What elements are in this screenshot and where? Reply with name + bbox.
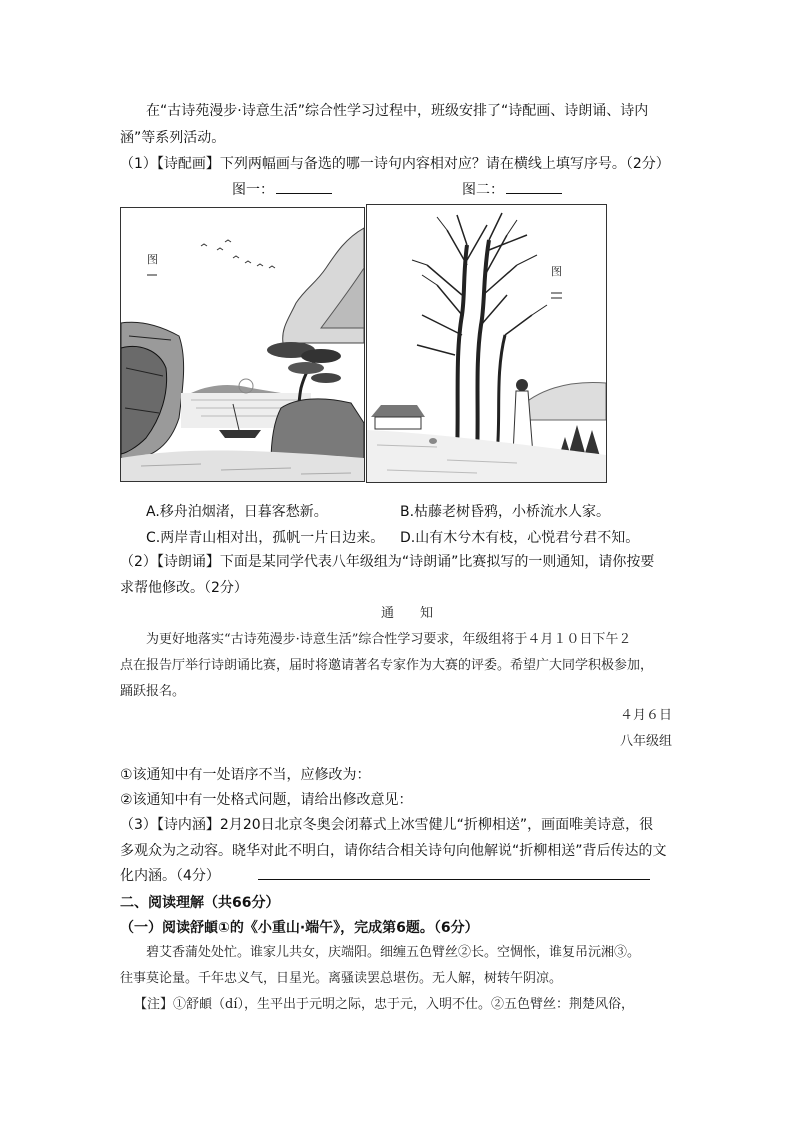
- question-2-sub-2: ②该通知中有一处格式问题，请给出修改意见：: [120, 792, 413, 808]
- notice-body-1: 为更好地落实“古诗苑漫步·诗意生活”综合性学习要求，年级组将于４月１０日下午２: [146, 632, 632, 647]
- notice-title: 通 知: [381, 606, 434, 621]
- poem-note: 【注】①舒頔（dí），生平出于元明之际，忠于元，入明不仕。②五色臂丝：荆楚风俗，: [134, 997, 634, 1012]
- section-2-subtitle: （一）阅读舒頔①的《小重山·端午》，完成第6题。（6分）: [120, 920, 479, 936]
- question-3-line-1: （3）【诗内涵】2月20日北京冬奥会闭幕式上冰雪健儿“折柳相送”，画面唯美诗意，很: [120, 817, 654, 833]
- section-2-title: 二、阅读理解（共66分）: [120, 895, 280, 911]
- option-a: A.移舟泊烟渚，日暮客愁新。: [146, 504, 328, 520]
- option-c: C.两岸青山相对出，孤帆一片日边来。: [146, 530, 385, 546]
- question-2-line-1: （2）【诗朗诵】下面是某同学代表八年级组为“诗朗诵”比赛拟写的一则通知，请你按要: [120, 554, 655, 570]
- notice-signer: 八年级组: [620, 734, 673, 749]
- notice-body-2: 点在报告厅举行诗朗诵比赛，届时将邀请著名专家作为大赛的评委。希望广大同学积极参加，: [120, 658, 654, 673]
- fig2-label: 图二：: [462, 182, 504, 198]
- landscape-painting-2: [366, 204, 607, 483]
- question-2-sub-1: ①该通知中有一处语序不当，应修改为：: [120, 767, 371, 783]
- landscape-painting-1: [120, 207, 365, 482]
- option-b: B.枯藤老树昏鸦，小桥流水人家。: [400, 504, 611, 520]
- painting-2-drawing: [367, 205, 606, 482]
- fig2-answer-label: [462, 179, 562, 200]
- question-3-line-3: 化内涵。（4分）: [120, 868, 220, 884]
- notice-body-3: 踊跃报名。: [120, 684, 186, 699]
- fig1-answer-blank[interactable]: [276, 179, 332, 194]
- poem-line-2: 往事莫论量。千年忠义气，日星光。离骚读罢总堪伤。无人解，树转午阴凉。: [120, 971, 563, 986]
- fig1-answer-label: [232, 179, 332, 200]
- question-3-answer-line[interactable]: [258, 879, 650, 880]
- intro-line-2: 涵”等系列活动。: [120, 130, 226, 146]
- question-3-line-2: 多观众为之动容。晓华对此不明白，请你结合相关诗句向他解说“折柳相送”背后传达的文: [120, 843, 667, 859]
- poem-line-1: 碧艾香蒲处处忙。谁家儿共女，庆端阳。细缠五色臂丝②长。空惆怅，谁复吊沅湘③。: [146, 945, 641, 960]
- intro-line-1: 在“古诗苑漫步·诗意生活”综合性学习过程中，班级安排了“诗配画、诗朗诵、诗内: [146, 103, 649, 119]
- painting-1-drawing: [121, 208, 364, 481]
- fig2-answer-blank[interactable]: [506, 179, 562, 194]
- question-1: （1）【诗配画】下列两幅画与备选的哪一诗句内容相对应？请在横线上填写序号。（2分）: [120, 156, 670, 172]
- notice-date: ４月６日: [620, 708, 673, 723]
- question-2-line-2: 求帮他修改。（2分）: [120, 580, 248, 596]
- fig1-caption-char1: 图: [147, 253, 158, 266]
- geese-flock: [201, 240, 275, 268]
- fig1-label: 图一：: [232, 182, 274, 198]
- fig2-caption-char1: 图: [551, 265, 562, 278]
- option-d: D.山有木兮木有枝，心悦君兮君不知。: [400, 530, 640, 546]
- standing-woman-figure: [513, 379, 533, 455]
